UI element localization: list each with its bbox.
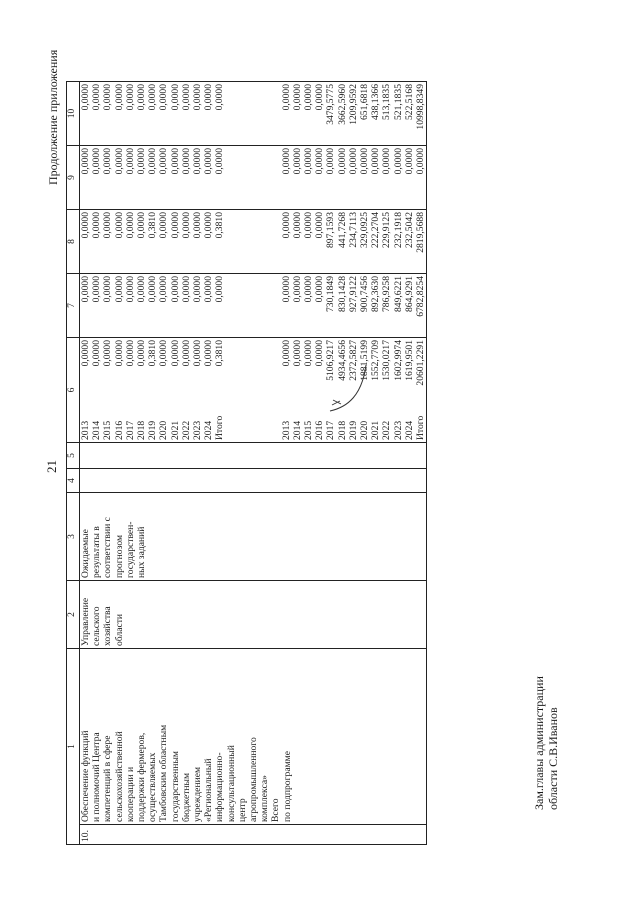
executor-cell: [80, 581, 427, 649]
value-cell: 0,0000: [314, 212, 326, 239]
year-value-pair: [158, 340, 169, 440]
value-cell: 0,0000: [136, 340, 148, 367]
value-cell: 0,0000: [124, 276, 136, 303]
value-cell: 0,0000: [158, 276, 170, 303]
signature-block: [532, 676, 560, 810]
value-cell: 900,7456: [359, 276, 371, 312]
value-cell: 1552,7709: [370, 340, 382, 381]
appendix-continuation-note: Продолжение приложения: [46, 49, 60, 185]
year-value-pair: [415, 340, 426, 440]
header-col-9: 9: [67, 146, 80, 210]
value-cell: 0,0000: [169, 340, 181, 367]
value-cell: 1209,9592: [347, 84, 359, 125]
value-cell: 0,0000: [136, 276, 148, 303]
value-cell: 0,0000: [80, 84, 91, 111]
year-label: Итого: [415, 415, 427, 440]
value-cell: 0,0000: [113, 276, 125, 303]
header-col-3: 3: [67, 493, 80, 581]
year-label: 2024: [403, 420, 415, 440]
year-value-pair: [170, 340, 181, 440]
value-cell: 522,5168: [403, 84, 415, 120]
value-cell: 2819,5688: [415, 212, 427, 253]
value-cell: 0,0000: [136, 212, 148, 239]
value-cell: 0,0000: [314, 340, 326, 367]
year-label: 2018: [336, 420, 348, 440]
value-cell: 0,0000: [169, 84, 181, 111]
header-col-7: 7: [67, 274, 80, 338]
year-label: 2020: [359, 420, 371, 440]
value-cell: 441,7268: [336, 212, 348, 248]
value-cell: 222,2704: [370, 212, 382, 248]
value-cell: 234,7113: [347, 212, 359, 248]
year-value-pair: [292, 340, 303, 440]
result-line: Ожидаемые: [80, 529, 91, 578]
header-col-2: 2: [67, 581, 80, 649]
value-cell: 0,0000: [303, 212, 315, 239]
year-label: 2013: [280, 420, 292, 440]
year-value-pair: [381, 340, 392, 440]
value-cell: 0,0000: [91, 212, 103, 239]
result-line: соответствии с: [102, 517, 114, 578]
header-col-5: 5: [67, 443, 80, 469]
value-cell: 0,0000: [158, 340, 170, 367]
handwritten-signature-mark: [326, 357, 370, 417]
value-cell: 0,0000: [214, 148, 226, 175]
value-cell: 0,0000: [203, 276, 215, 303]
result-line: результаты в: [91, 526, 103, 578]
value-cell: 6782,8254: [415, 276, 427, 317]
value-cell: 0,0000: [214, 276, 226, 303]
value-cell: 329,0925: [359, 212, 371, 248]
value-cell: 0,0000: [381, 148, 393, 175]
value-cell: 1881,5199: [359, 340, 371, 381]
results-cell: [80, 493, 427, 581]
year-label: 2019: [347, 420, 359, 440]
year-value-pair: [303, 340, 314, 440]
value-cell: 0,0000: [415, 148, 427, 175]
value-cell: 0,0000: [102, 340, 114, 367]
value-cell: 3479,5775: [325, 84, 337, 125]
year-label: 2015: [303, 420, 315, 440]
value-cell: 0,0000: [124, 148, 136, 175]
value-cell: 0,0000: [80, 212, 91, 239]
col-8-values: [80, 210, 427, 274]
result-line: прогнозом: [113, 534, 125, 578]
value-cell: 0,0000: [147, 84, 159, 111]
col-9-values: [80, 146, 427, 210]
activity-name-line: и полномочий Центра: [91, 732, 103, 822]
year-value-pair: [147, 340, 158, 440]
activity-name-line: государственным: [169, 751, 181, 822]
value-cell: 0,0000: [158, 84, 170, 111]
value-cell: 513,1835: [381, 84, 393, 120]
value-cell: 0,0000: [280, 276, 292, 303]
value-cell: 5106,9217: [325, 340, 337, 381]
value-cell: 0,0000: [203, 340, 215, 367]
year-value-pair: [370, 340, 381, 440]
activity-name-line: Всего: [270, 798, 282, 822]
year-value-pair: [91, 340, 102, 440]
value-cell: 4934,4656: [336, 340, 348, 381]
executor-line: сельского: [91, 606, 103, 646]
value-cell: 0,0000: [180, 148, 192, 175]
empty-col-5: [80, 443, 427, 469]
activity-name-line: информационно-: [214, 752, 226, 822]
value-cell: 0,0000: [280, 212, 292, 239]
value-cell: 0,0000: [180, 84, 192, 111]
activity-name-line: центр: [236, 798, 248, 822]
value-cell: 10998,8349: [415, 84, 427, 130]
value-cell: 0,0000: [158, 148, 170, 175]
year-value-pair: [192, 340, 203, 440]
value-cell: 229,9125: [381, 212, 393, 248]
value-cell: 849,6221: [392, 276, 404, 312]
value-cell: 0,0000: [180, 276, 192, 303]
value-cell: 0,0000: [102, 212, 114, 239]
value-cell: 0,0000: [91, 340, 103, 367]
value-cell: 0,3810: [147, 212, 159, 239]
activity-name-line: компетенций в сфере: [102, 735, 114, 822]
value-cell: 0,0000: [280, 340, 292, 367]
value-cell: 0,0000: [80, 340, 91, 367]
value-cell: 0,0000: [303, 276, 315, 303]
result-line: государствен-: [124, 521, 136, 578]
year-label: 2021: [370, 420, 382, 440]
value-cell: 0,0000: [136, 84, 148, 111]
year-label: 2023: [192, 420, 204, 440]
value-cell: 0,0000: [80, 276, 91, 303]
value-cell: 2372,5827: [347, 340, 359, 381]
value-cell: 0,0000: [102, 84, 114, 111]
value-cell: 730,1849: [325, 276, 337, 312]
year-value-pair: [203, 340, 214, 440]
activity-name-line: бюджетным: [180, 772, 192, 822]
result-line: ных заданий: [136, 526, 148, 578]
value-cell: 0,0000: [113, 340, 125, 367]
activity-name-line: осуществляемых: [147, 752, 159, 822]
col-7-values: [80, 274, 427, 338]
value-cell: 0,0000: [169, 276, 181, 303]
value-cell: 927,9122: [347, 276, 359, 312]
activity-name-line: консультационный: [225, 745, 237, 822]
header-col-10: 10: [67, 82, 80, 146]
year-value-pair: [281, 340, 292, 440]
value-cell: 0,0000: [147, 276, 159, 303]
year-label: 2020: [158, 420, 170, 440]
col-10-values: [80, 82, 427, 146]
activity-name-line: «Региональный: [203, 758, 215, 822]
value-cell: 0,0000: [214, 84, 226, 111]
value-cell: 864,9291: [403, 276, 415, 312]
value-cell: 0,0000: [359, 148, 371, 175]
value-cell: 897,1593: [325, 212, 337, 248]
value-cell: 0,0000: [291, 340, 303, 367]
value-cell: 0,0000: [147, 148, 159, 175]
year-label: 2019: [147, 420, 159, 440]
year-label: 2022: [180, 420, 192, 440]
year-value-pair: [404, 340, 415, 440]
col-6-years-and-totals: [80, 338, 427, 443]
value-cell: 0,0000: [314, 84, 326, 111]
value-cell: 0,0000: [91, 148, 103, 175]
value-cell: 0,0000: [347, 148, 359, 175]
activity-name-line: поддержки фермеров,: [136, 732, 148, 822]
value-cell: 0,0000: [91, 84, 103, 111]
value-cell: 3662,5960: [336, 84, 348, 125]
year-label: 2013: [80, 420, 91, 440]
signature-line-name: области С.В.Иванов: [546, 707, 560, 810]
value-cell: 232,1918: [392, 212, 404, 248]
row-number: 10.: [80, 825, 427, 845]
activity-name-cell: [80, 649, 427, 825]
value-cell: 0,0000: [192, 276, 204, 303]
year-label: 2024: [203, 420, 215, 440]
table-header-row: [67, 82, 80, 845]
value-cell: 0,0000: [203, 148, 215, 175]
value-cell: 0,0000: [180, 212, 192, 239]
year-value-pair: [181, 340, 192, 440]
value-cell: 0,0000: [291, 212, 303, 239]
header-col-6: 6: [67, 338, 80, 443]
value-cell: 0,0000: [102, 276, 114, 303]
year-label: 2014: [91, 420, 103, 440]
value-cell: 0,0000: [303, 148, 315, 175]
activity-name-line: сельскохозяйственной: [113, 731, 125, 822]
value-cell: 0,0000: [203, 84, 215, 111]
value-cell: 0,0000: [136, 148, 148, 175]
value-cell: 0,0000: [370, 148, 382, 175]
value-cell: 1602,9974: [392, 340, 404, 381]
table-row: [80, 82, 427, 845]
value-cell: 438,1366: [370, 84, 382, 120]
executor-line: хозяйства: [102, 606, 114, 646]
year-value-pair: [114, 340, 125, 440]
value-cell: 0,0000: [280, 148, 292, 175]
value-cell: 0,0000: [314, 276, 326, 303]
value-cell: 0,0000: [124, 84, 136, 111]
year-value-pair: [314, 340, 325, 440]
value-cell: 0,0000: [169, 148, 181, 175]
value-cell: 20601,2291: [415, 340, 427, 386]
year-value-pair: [125, 340, 136, 440]
year-label: 2015: [102, 420, 114, 440]
value-cell: 0,0000: [180, 340, 192, 367]
executor-line: Управление: [80, 597, 91, 646]
value-cell: 0,0000: [303, 84, 315, 111]
activity-name-line: Обеспечение функций: [80, 730, 91, 822]
activity-name-line: по подпрограмме: [281, 751, 293, 822]
value-cell: 0,0000: [102, 148, 114, 175]
year-value-pair: [80, 340, 91, 440]
year-label: Итого: [214, 415, 226, 440]
value-cell: 0,0000: [314, 148, 326, 175]
activity-name-line: агропромышленного: [248, 737, 260, 822]
value-cell: 0,0000: [291, 84, 303, 111]
value-cell: 0,0000: [392, 148, 404, 175]
value-cell: 1530,0217: [381, 340, 393, 381]
value-cell: 0,0000: [336, 148, 348, 175]
value-cell: 0,0000: [192, 148, 204, 175]
signature-line-title: Зам.главы администрации: [532, 676, 546, 810]
year-label: 2021: [169, 420, 181, 440]
year-value-pair: [136, 340, 147, 440]
year-label: 2017: [325, 420, 337, 440]
year-label: 2023: [392, 420, 404, 440]
executor-line: области: [113, 613, 125, 646]
year-label: 2017: [124, 420, 136, 440]
value-cell: 0,0000: [303, 340, 315, 367]
year-value-pair: [102, 340, 113, 440]
value-cell: 0,0000: [113, 148, 125, 175]
header-col-1: 1: [67, 649, 80, 845]
page-number: 21: [44, 460, 59, 473]
value-cell: 0,0000: [80, 148, 91, 175]
empty-col-4: [80, 469, 427, 493]
value-cell: 0,3810: [214, 340, 226, 367]
value-cell: 0,0000: [113, 212, 125, 239]
value-cell: 0,0000: [192, 84, 204, 111]
year-label: 2016: [314, 420, 326, 440]
activity-name-line: учреждением: [192, 766, 204, 822]
activity-name-line: комплекса»: [259, 775, 271, 822]
year-label: 2018: [136, 420, 148, 440]
value-cell: 0,0000: [91, 276, 103, 303]
value-cell: 830,1428: [336, 276, 348, 312]
value-cell: 232,5042: [403, 212, 415, 248]
value-cell: 786,9258: [381, 276, 393, 312]
year-label: 2022: [381, 420, 393, 440]
value-cell: 0,0000: [203, 212, 215, 239]
value-cell: 1619,9501: [403, 340, 415, 381]
value-cell: 0,0000: [158, 212, 170, 239]
value-cell: 521,1835: [392, 84, 404, 120]
value-cell: 0,0000: [403, 148, 415, 175]
value-cell: 0,0000: [291, 276, 303, 303]
year-label: 2014: [291, 420, 303, 440]
budget-table: [66, 81, 427, 845]
value-cell: 0,3810: [147, 340, 159, 367]
value-cell: 0,0000: [192, 340, 204, 367]
header-col-4: 4: [67, 469, 80, 493]
header-col-8: 8: [67, 210, 80, 274]
value-cell: 0,0000: [124, 212, 136, 239]
year-label: 2016: [113, 420, 125, 440]
value-cell: 0,0000: [192, 212, 204, 239]
value-cell: 0,0000: [124, 340, 136, 367]
value-cell: 0,3810: [214, 212, 226, 239]
value-cell: 0,0000: [113, 84, 125, 111]
value-cell: 0,0000: [291, 148, 303, 175]
activity-name-line: кооперации и: [124, 766, 136, 822]
activity-name-line: Тамбовским областным: [158, 724, 170, 822]
value-cell: 651,6818: [359, 84, 371, 120]
value-cell: 0,0000: [169, 212, 181, 239]
year-value-pair: [214, 340, 225, 440]
value-cell: 0,0000: [325, 148, 337, 175]
value-cell: 0,0000: [280, 84, 292, 111]
year-value-pair: [393, 340, 404, 440]
value-cell: 892,3630: [370, 276, 382, 312]
